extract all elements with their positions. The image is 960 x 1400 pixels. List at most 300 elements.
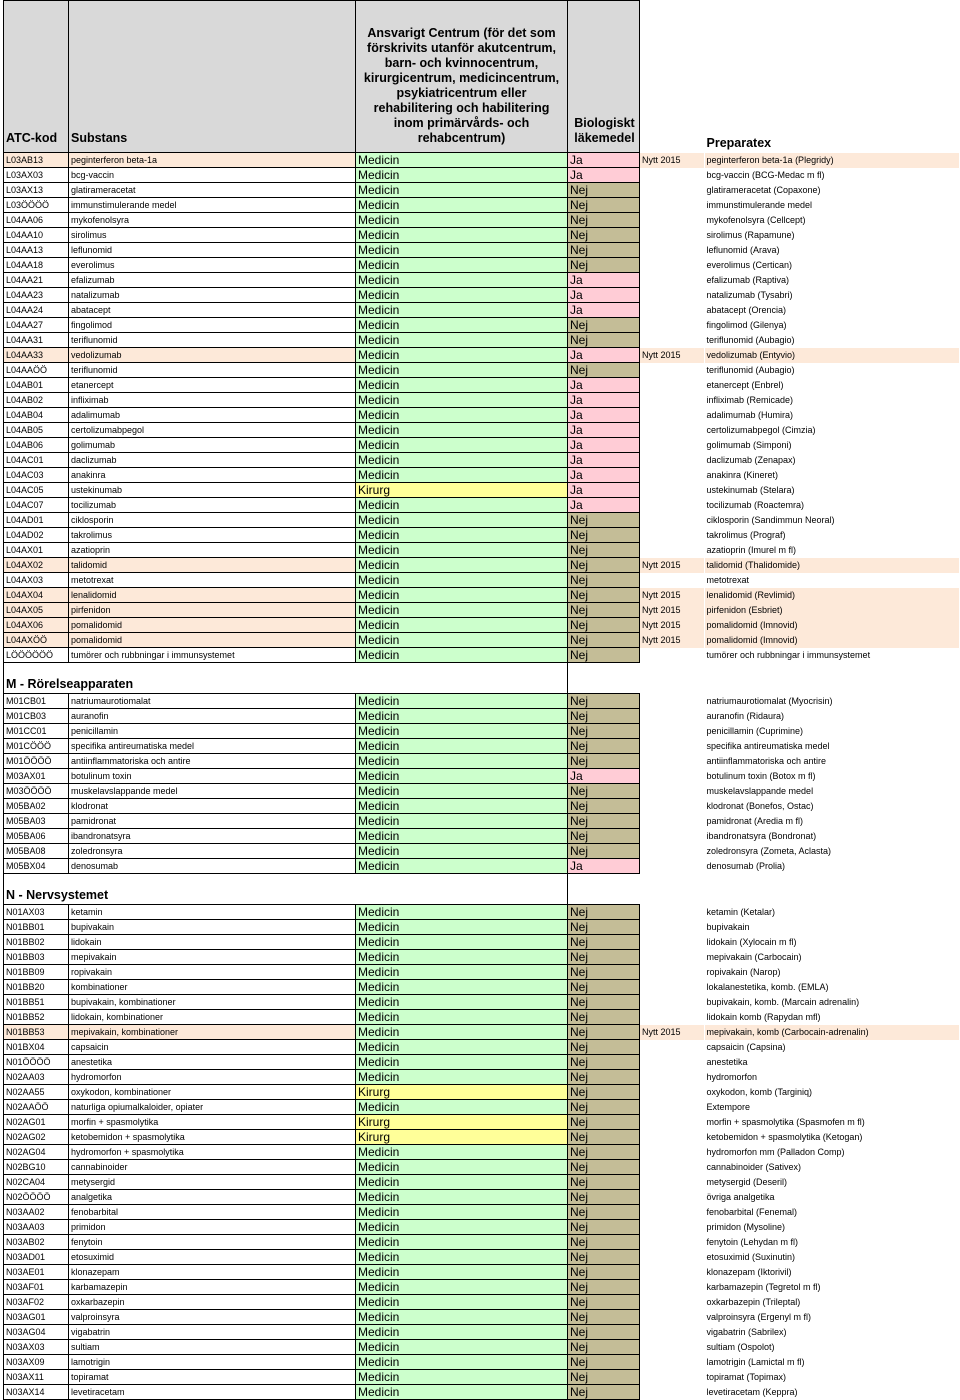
table-row [4,1085,959,1100]
preparat-cell: certolizumabpegol (Cimzia) [706,425,816,435]
bio-cell: Nej [568,1370,640,1385]
substans-cell: bupivakain, kombinationer [69,995,356,1010]
atc-cell: L04AX05 [4,603,69,618]
table-row [4,814,959,829]
note-cell: Nytt 2015 [640,603,705,618]
substans-cell: analgetika [69,1190,356,1205]
preparat-cell: övriga analgetika [706,1192,775,1202]
center-cell: Medicin [356,694,568,709]
bio-cell: Nej [568,1160,640,1175]
note-cell [640,378,705,393]
table-row [4,694,959,709]
center-cell: Medicin [356,1355,568,1370]
table-row [4,273,959,288]
center-cell: Medicin [356,965,568,980]
center-cell: Medicin [356,1220,568,1235]
header-note [640,1,705,153]
table-row [4,1250,959,1265]
substans-cell: takrolimus [69,528,356,543]
center-cell: Medicin [356,1100,568,1115]
bio-cell: Ja [568,859,640,874]
note-cell [640,1280,705,1295]
atc-cell: L04AX03 [4,573,69,588]
substans-cell: natalizumab [69,288,356,303]
substans-cell: lidokain [69,935,356,950]
center-cell: Medicin [356,453,568,468]
preparat-cell: metotrexat [706,575,750,585]
center-cell: Medicin [356,393,568,408]
atc-cell: N01AX03 [4,905,69,920]
center-cell: Kirurg [356,1130,568,1145]
table-row [4,588,959,603]
table-row [4,378,959,393]
empty-cell [568,663,640,694]
table-row [4,920,959,935]
atc-cell: N03AX14 [4,1385,69,1400]
preparat-cell: mepivakain (Carbocain) [706,952,802,962]
table-row [4,363,959,378]
center-cell: Medicin [356,303,568,318]
table-row [4,1265,959,1280]
substans-cell: teriflunomid [69,363,356,378]
note-cell [640,739,705,754]
note-cell [640,258,705,273]
preparat-cell: natalizumab (Tysabri) [706,290,793,300]
substans-cell: ciklosporin [69,513,356,528]
bio-cell: Ja [568,288,640,303]
atc-cell: N02AA55 [4,1085,69,1100]
table-row [4,468,959,483]
bio-cell: Nej [568,1190,640,1205]
atc-cell: N03AF02 [4,1295,69,1310]
preparat-cell: capsaicin (Capsina) [706,1042,786,1052]
center-cell: Medicin [356,633,568,648]
substans-cell: klonazepam [69,1265,356,1280]
atc-cell: M01CB03 [4,709,69,724]
substans-cell: botulinum toxin [69,769,356,784]
atc-cell: N01BB20 [4,980,69,995]
note-cell [640,333,705,348]
substans-cell: penicillamin [69,724,356,739]
center-cell: Medicin [356,513,568,528]
preparat-cell: daclizumab (Zenapax) [706,455,796,465]
preparat-cell: teriflunomid (Aubagio) [706,365,795,375]
substans-cell: golimumab [69,438,356,453]
center-cell: Medicin [356,935,568,950]
preparat-cell: fenytoin (Lehydan m fl) [706,1237,799,1247]
atc-cell: L03AX13 [4,183,69,198]
substans-cell: adalimumab [69,408,356,423]
substans-cell: azatioprin [69,543,356,558]
bio-cell: Nej [568,1070,640,1085]
substans-cell: auranofin [69,709,356,724]
table-row [4,1115,959,1130]
atc-cell: L04AA10 [4,228,69,243]
bio-cell: Nej [568,1010,640,1025]
atc-cell: L04AA33 [4,348,69,363]
header-row [4,1,959,153]
note-cell [640,709,705,724]
bio-cell: Nej [568,1310,640,1325]
table-row [4,1100,959,1115]
preparat-cell: golimumab (Simponi) [706,440,792,450]
table-row [4,784,959,799]
substans-cell: denosumab [69,859,356,874]
atc-cell: N03AA02 [4,1205,69,1220]
atc-cell: N02AG04 [4,1145,69,1160]
table-row [4,243,959,258]
atc-cell: N03AF01 [4,1280,69,1295]
table-row [4,393,959,408]
header-bio: Biologiskt läkemedel [568,1,640,153]
atc-cell: M01CC01 [4,724,69,739]
atc-cell: L04AA27 [4,318,69,333]
substans-cell: pirfenidon [69,603,356,618]
bio-cell: Ja [568,153,640,168]
table-row [4,1325,959,1340]
bio-cell: Nej [568,1025,640,1040]
atc-cell: N03AD01 [4,1250,69,1265]
note-cell [640,288,705,303]
preparat-cell: ketamin (Ketalar) [706,907,776,917]
bio-cell: Ja [568,378,640,393]
center-cell: Medicin [356,498,568,513]
center-cell: Medicin [356,378,568,393]
bio-cell: Nej [568,799,640,814]
bio-cell: Nej [568,694,640,709]
table-row [4,1160,959,1175]
center-cell: Kirurg [356,1115,568,1130]
preparat-cell: ibandronatsyra (Bondronat) [706,831,817,841]
note-cell [640,950,705,965]
preparat-cell: muskelavslappande medel [706,786,814,796]
substans-cell: leflunomid [69,243,356,258]
table-row [4,303,959,318]
header-centrum: Ansvarigt Centrum (för det som förskrivits utanför akutcentrum, barn- och kvinnocentrum, kirurgicentrum, medicincentrum, psykiatricentrum eller rehabilitering och habilitering inom primärvårds- och rehabcentrum) [356,1,568,153]
bio-cell: Nej [568,1205,640,1220]
bio-cell: Nej [568,1280,640,1295]
note-cell: Nytt 2015 [640,153,705,168]
table-row [4,168,959,183]
center-cell: Medicin [356,1340,568,1355]
table-row [4,513,959,528]
substans-cell: metysergid [69,1175,356,1190]
preparat-cell: zoledronsyra (Zometa, Aclasta) [706,846,832,856]
center-cell: Medicin [356,1070,568,1085]
atc-cell: L04AB05 [4,423,69,438]
center-cell: Medicin [356,273,568,288]
bio-cell: Ja [568,483,640,498]
preparat-cell: etanercept (Enbrel) [706,380,784,390]
bio-cell: Nej [568,950,640,965]
bio-cell: Nej [568,603,640,618]
substans-cell: zoledronsyra [69,844,356,859]
substans-cell: certolizumabpegol [69,423,356,438]
center-cell: Medicin [356,995,568,1010]
substans-cell: ibandronatsyra [69,829,356,844]
center-cell: Medicin [356,1190,568,1205]
preparat-cell: infliximab (Remicade) [706,395,794,405]
atc-cell: M01CÖÖÖ [4,739,69,754]
atc-cell: L04AX04 [4,588,69,603]
note-cell [640,784,705,799]
table-row [4,859,959,874]
center-cell: Medicin [356,1010,568,1025]
note-cell [640,1325,705,1340]
note-cell [640,724,705,739]
note-cell [640,754,705,769]
substans-cell: oxkarbazepin [69,1295,356,1310]
drug-table [3,0,959,1400]
preparat-cell: topiramat (Topimax) [706,1372,787,1382]
substans-cell: pomalidomid [69,633,356,648]
table-row [4,1130,959,1145]
table-row [4,573,959,588]
table-row [4,935,959,950]
section-header-row [4,874,959,905]
empty-cell [640,874,705,905]
center-cell: Medicin [356,1325,568,1340]
note-cell [640,1295,705,1310]
atc-cell: L04AB01 [4,378,69,393]
center-cell: Medicin [356,558,568,573]
table-row [4,228,959,243]
note-cell [640,318,705,333]
center-cell: Medicin [356,709,568,724]
note-cell [640,543,705,558]
substans-cell: metotrexat [69,573,356,588]
preparat-cell: pomalidomid (Imnovid) [705,633,959,648]
table-row [4,558,959,573]
note-cell [640,1100,705,1115]
preparat-cell: ropivakain (Narop) [706,967,781,977]
table-row [4,618,959,633]
preparat-cell: bupivakain, komb. (Marcain adrenalin) [706,997,860,1007]
substans-cell: valproinsyra [69,1310,356,1325]
substans-cell: oxykodon, kombinationer [69,1085,356,1100]
bio-cell: Ja [568,468,640,483]
section-title: N - Nervsystemet [4,874,568,905]
note-cell [640,1190,705,1205]
atc-cell: L04AA23 [4,288,69,303]
note-cell: Nytt 2015 [640,348,705,363]
substans-cell: tocilizumab [69,498,356,513]
substans-cell: pomalidomid [69,618,356,633]
preparat-cell: mepivakain, komb (Carbocain-adrenalin) [705,1025,959,1040]
table-row [4,648,959,663]
preparat-cell: auranofin (Ridaura) [706,711,785,721]
atc-cell: M05BA06 [4,829,69,844]
table-row [4,995,959,1010]
note-cell [640,905,705,920]
header-substans: Substans [69,1,356,153]
note-cell [640,1085,705,1100]
table-row [4,709,959,724]
atc-cell: M05BA08 [4,844,69,859]
center-cell: Medicin [356,829,568,844]
table-row [4,153,959,168]
atc-cell: M05BA02 [4,799,69,814]
note-cell [640,859,705,874]
center-cell: Medicin [356,153,568,168]
table-row [4,1025,959,1040]
atc-cell: L04AB02 [4,393,69,408]
bio-cell: Nej [568,935,640,950]
bio-cell: Nej [568,513,640,528]
bio-cell: Nej [568,588,640,603]
atc-cell: N03AX09 [4,1355,69,1370]
bio-cell: Nej [568,709,640,724]
table-row [4,799,959,814]
preparat-cell: adalimumab (Humira) [706,410,794,420]
note-cell [640,1310,705,1325]
preparat-cell: teriflunomid (Aubagio) [706,335,795,345]
preparat-cell: klodronat (Bonefos, Ostac) [706,801,814,811]
bio-cell: Nej [568,198,640,213]
bio-cell: Nej [568,333,640,348]
note-cell [640,498,705,513]
preparat-cell: specifika antireumatiska medel [706,741,830,751]
table-row [4,1310,959,1325]
preparat-cell: karbamazepin (Tegretol m fl) [706,1282,821,1292]
center-cell: Medicin [356,1175,568,1190]
note-cell: Nytt 2015 [640,1025,705,1040]
note-cell [640,648,705,663]
table-row [4,1370,959,1385]
table-row [4,980,959,995]
preparat-cell: cannabinoider (Sativex) [706,1162,802,1172]
note-cell [640,814,705,829]
table-row [4,1220,959,1235]
center-cell: Medicin [356,468,568,483]
atc-cell: L03AX03 [4,168,69,183]
note-cell [640,1265,705,1280]
atc-cell: M05BA03 [4,814,69,829]
substans-cell: lidokain, kombinationer [69,1010,356,1025]
note-cell [640,393,705,408]
substans-cell: anestetika [69,1055,356,1070]
note-cell [640,303,705,318]
substans-cell: fingolimod [69,318,356,333]
preparat-cell: peginterferon beta-1a (Plegridy) [705,153,959,168]
bio-cell: Nej [568,829,640,844]
preparat-cell: lidokain (Xylocain m fl) [706,937,797,947]
note-cell [640,1055,705,1070]
center-cell: Medicin [356,920,568,935]
center-cell: Medicin [356,348,568,363]
bio-cell: Nej [568,1085,640,1100]
bio-cell: Nej [568,363,640,378]
atc-cell: N03AE01 [4,1265,69,1280]
bio-cell: Nej [568,618,640,633]
substans-cell: efalizumab [69,273,356,288]
atc-cell: L03AB13 [4,153,69,168]
bio-cell: Nej [568,528,640,543]
center-cell: Medicin [356,950,568,965]
substans-cell: muskelavslappande medel [69,784,356,799]
preparat-cell: efalizumab (Raptiva) [706,275,790,285]
bio-cell: Nej [568,1130,640,1145]
preparat-cell: klonazepam (Iktorivil) [706,1267,792,1277]
substans-cell: fenytoin [69,1235,356,1250]
table-row [4,438,959,453]
note-cell: Nytt 2015 [640,618,705,633]
center-cell: Medicin [356,1205,568,1220]
note-cell [640,1250,705,1265]
substans-cell: infliximab [69,393,356,408]
center-cell: Medicin [356,243,568,258]
substans-cell: primidon [69,1220,356,1235]
substans-cell: sultiam [69,1340,356,1355]
header-atc: ATC-kod [4,1,69,153]
atc-cell: N03AX11 [4,1370,69,1385]
center-cell: Medicin [356,754,568,769]
preparat-cell: valproinsyra (Ergenyl m fl) [706,1312,812,1322]
table-row [4,528,959,543]
center-cell: Medicin [356,213,568,228]
bio-cell: Nej [568,243,640,258]
table-row [4,1010,959,1025]
center-cell: Medicin [356,1040,568,1055]
center-cell: Medicin [356,1235,568,1250]
bio-cell: Nej [568,228,640,243]
section-header-row [4,663,959,694]
center-cell: Medicin [356,618,568,633]
atc-cell: N01BB01 [4,920,69,935]
empty-cell [640,663,705,694]
atc-cell: N01BB03 [4,950,69,965]
atc-cell: M03ÖÖÖÖ [4,784,69,799]
note-cell [640,513,705,528]
center-cell: Kirurg [356,1085,568,1100]
atc-cell: N03AG04 [4,1325,69,1340]
atc-cell: M01CB01 [4,694,69,709]
atc-cell: L04AA06 [4,213,69,228]
note-cell [640,769,705,784]
note-cell [640,1145,705,1160]
note-cell [640,213,705,228]
substans-cell: karbamazepin [69,1280,356,1295]
bio-cell: Ja [568,408,640,423]
atc-cell: N01ÖÖÖÖ [4,1055,69,1070]
preparat-cell: Extempore [706,1102,751,1112]
substans-cell: mepivakain, kombinationer [69,1025,356,1040]
preparat-cell: pamidronat (Aredia m fl) [706,816,804,826]
note-cell: Nytt 2015 [640,588,705,603]
bio-cell: Ja [568,498,640,513]
atc-cell: N01BX04 [4,1040,69,1055]
center-cell: Medicin [356,1280,568,1295]
bio-cell: Nej [568,754,640,769]
atc-cell: L04AC07 [4,498,69,513]
bio-cell: Ja [568,348,640,363]
note-cell [640,423,705,438]
preparat-cell: anestetika [706,1057,748,1067]
atc-cell: L04AB04 [4,408,69,423]
table-row [4,498,959,513]
bio-cell: Nej [568,980,640,995]
substans-cell: antiinflammatoriska och antire [69,754,356,769]
note-cell [640,995,705,1010]
substans-cell: hydromorfon [69,1070,356,1085]
note-cell [640,1235,705,1250]
table-row [4,348,959,363]
header-preparat: Preparatex [705,1,959,153]
atc-cell: N01BB09 [4,965,69,980]
center-cell: Medicin [356,528,568,543]
note-cell: Nytt 2015 [640,558,705,573]
center-cell: Medicin [356,543,568,558]
